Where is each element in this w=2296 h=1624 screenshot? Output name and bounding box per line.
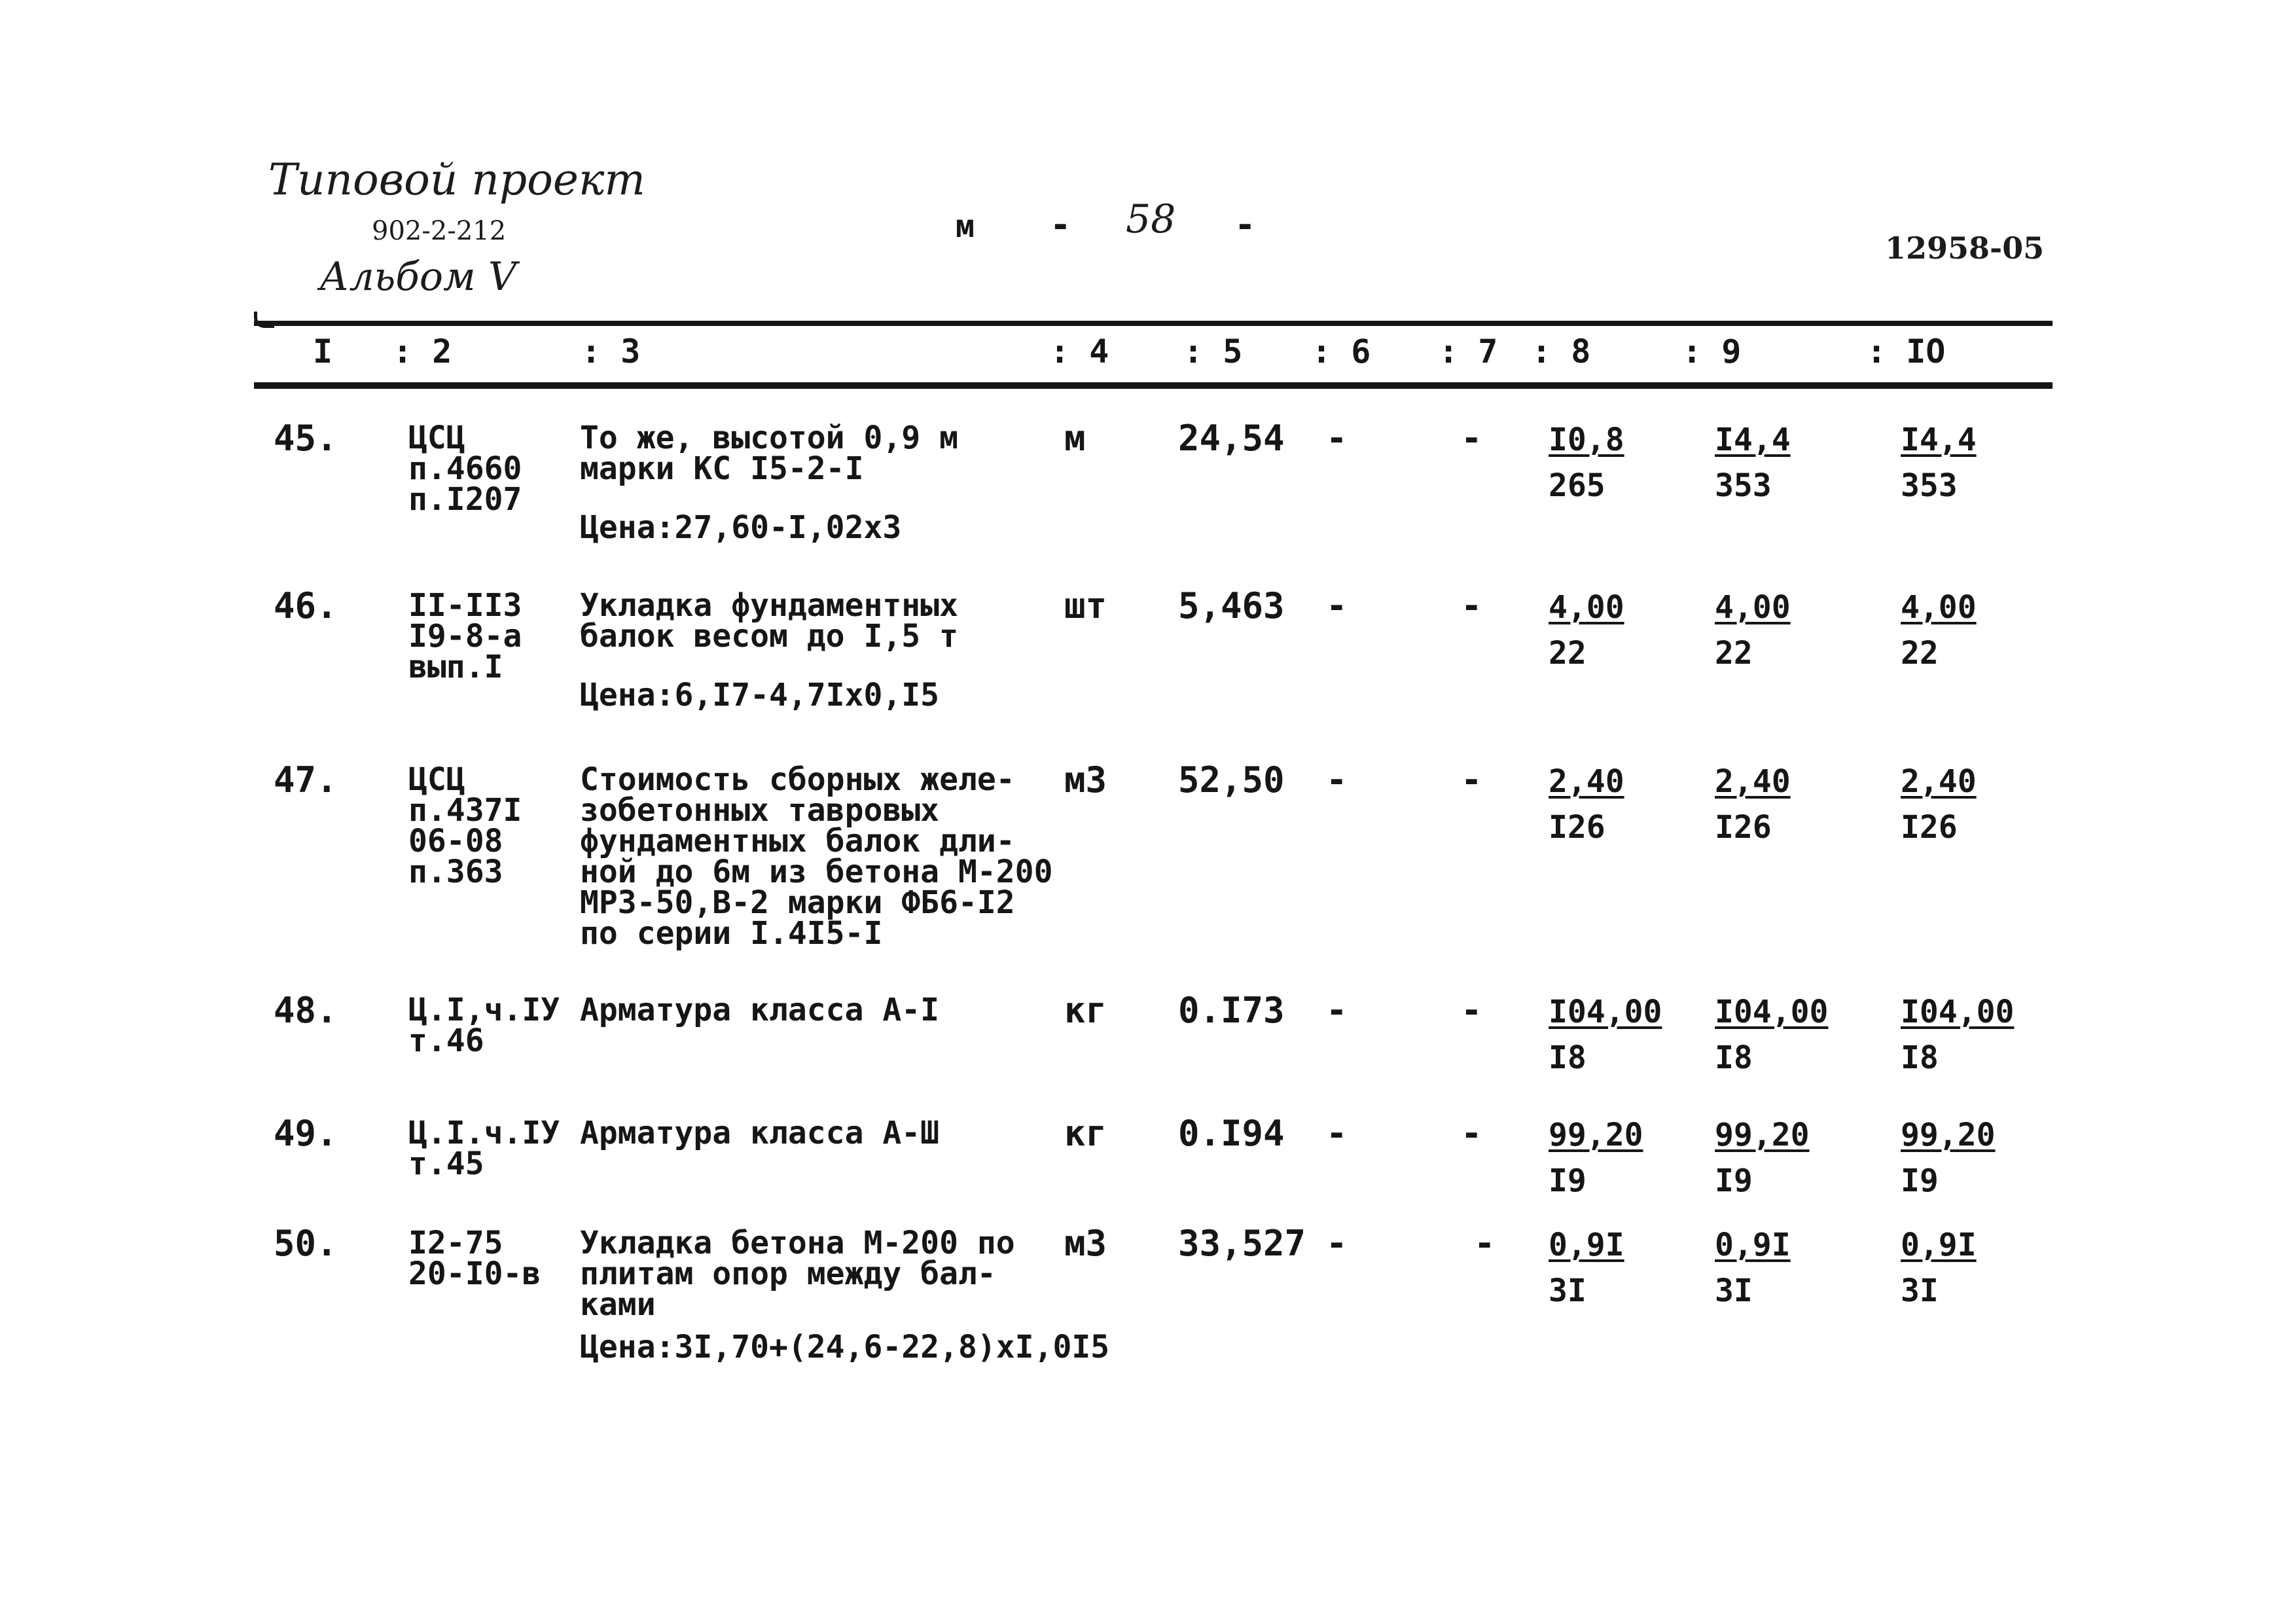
row-number: 45. (274, 418, 338, 459)
doc-number: 12958-05 (1885, 230, 2045, 266)
col-header-8: : 8 (1532, 333, 1591, 370)
row-description: Стоимость сборных желе- зобетонных тавровых фундаментных балок дли- ной до 6м из бетона М-200 МРЗ-50,В-2 марки ФБ6-I2 по серии I.4I5-I (580, 761, 1053, 952)
row-col6: - (1326, 585, 1348, 626)
project-title: Типовой проект (268, 154, 645, 205)
col-header-4: : 4 (1050, 333, 1109, 370)
row-col8: $\frac{4,00}{22}$ (1549, 589, 1624, 672)
row-code: ЦСЦ п.4660 п.I207 (408, 420, 522, 518)
header-top-rule (254, 321, 2053, 326)
row-description: То же, высотой 0,9 м марки КС I5-2-I (580, 420, 958, 487)
row-col7: - (1461, 759, 1482, 801)
row-description: Арматура класса А-I (580, 992, 940, 1028)
row-unit: шт (1064, 585, 1107, 626)
col-header-10: : IO (1867, 333, 1946, 370)
row-col6: - (1326, 1223, 1348, 1264)
row-quantity: 0.I73 (1178, 990, 1285, 1031)
row-code: ЦСЦ п.437I 06-08 п.363 (408, 761, 522, 890)
row-number: 50. (274, 1223, 338, 1264)
row-col8: $\frac{I04,00}{I8}$ (1549, 994, 1662, 1076)
row-description: Укладка фундаментных балок весом до I,5 т (580, 587, 958, 655)
row-code: Ц.I,ч.IУ т.46 (408, 992, 560, 1059)
project-code: 902-2-212 (372, 216, 507, 246)
row-col9: $\frac{2,40}{I26}$ (1715, 763, 1791, 846)
row-col10: $\frac{0,9I}{3I}$ (1901, 1227, 1977, 1309)
header-bottom-rule (254, 382, 2053, 389)
row-unit: кг (1064, 1113, 1107, 1154)
sheet-dash-right: - (1234, 204, 1256, 245)
row-number: 46. (274, 585, 338, 626)
col-header-7: : 7 (1439, 333, 1498, 370)
col-header-2: : 2 (393, 333, 452, 370)
row-col8: $\frac{0,9I}{3I}$ (1549, 1227, 1624, 1309)
row-price: Цена:27,60-I,02х3 (580, 509, 902, 546)
row-col10: $\frac{4,00}{22}$ (1901, 589, 1977, 672)
row-col9: $\frac{4,00}{22}$ (1715, 589, 1791, 672)
col-header-9: : 9 (1682, 333, 1742, 370)
row-col10: $\frac{I04,00}{I8}$ (1901, 994, 2015, 1076)
row-code: I2-75 20-I0-в (408, 1225, 541, 1292)
page-number: 58 (1126, 196, 1176, 242)
row-col6: - (1326, 1113, 1348, 1154)
row-col9: $\frac{99,20}{I9}$ (1715, 1117, 1810, 1199)
row-quantity: 52,50 (1178, 759, 1285, 801)
row-number: 49. (274, 1113, 338, 1154)
col-header-1: I (313, 333, 333, 370)
row-col6: - (1326, 990, 1348, 1031)
row-quantity: 0.I94 (1178, 1113, 1285, 1154)
row-col7: - (1461, 1113, 1482, 1154)
row-col6: - (1326, 759, 1348, 801)
row-quantity: 24,54 (1178, 418, 1285, 459)
row-description: Арматура класса А-Ш (580, 1115, 940, 1151)
col-header-6: : 6 (1312, 333, 1371, 370)
row-col10: $\frac{99,20}{I9}$ (1901, 1117, 1996, 1199)
row-col8: $\frac{I0,8}{265}$ (1549, 422, 1624, 504)
row-code: Ц.I.ч.IУ т.45 (408, 1115, 560, 1182)
col-header-3: : 3 (581, 333, 641, 370)
row-unit: кг (1064, 990, 1107, 1031)
row-number: 47. (274, 759, 338, 801)
row-col9: $\frac{I04,00}{I8}$ (1715, 994, 1829, 1076)
row-col7: - (1474, 1223, 1496, 1264)
row-col10: $\frac{2,40}{I26}$ (1901, 763, 1977, 846)
col-header-5: : 5 (1183, 333, 1243, 370)
row-col7: - (1461, 585, 1482, 626)
row-col7: - (1461, 418, 1482, 459)
row-price: Цена:3I,70+(24,6-22,8)хI,0I5 (580, 1329, 1110, 1365)
row-col6: - (1326, 418, 1348, 459)
row-col9: $\frac{I4,4}{353}$ (1715, 422, 1791, 504)
row-col8: $\frac{99,20}{I9}$ (1549, 1117, 1643, 1199)
row-code: II-II3 I9-8-а вып.I (408, 587, 522, 685)
row-quantity: 33,527 (1178, 1223, 1306, 1264)
row-col8: $\frac{2,40}{I26}$ (1549, 763, 1624, 846)
row-quantity: 5,463 (1178, 585, 1285, 626)
row-col7: - (1461, 990, 1482, 1031)
row-col9: $\frac{0,9I}{3I}$ (1715, 1227, 1791, 1309)
row-number: 48. (274, 990, 338, 1031)
sheet-dash-left: - (1050, 204, 1071, 245)
row-unit: м3 (1064, 759, 1107, 801)
sheet-prefix: м (956, 208, 975, 245)
row-description: Укладка бетона М-200 по плитам опор между бал- ками (580, 1225, 1015, 1323)
row-col10: $\frac{I4,4}{353}$ (1901, 422, 1977, 504)
row-unit: м3 (1064, 1223, 1107, 1264)
row-price: Цена:6,I7-4,7Iх0,I5 (580, 677, 940, 713)
album-label: Альбом V (319, 254, 517, 300)
row-unit: м (1064, 418, 1086, 459)
